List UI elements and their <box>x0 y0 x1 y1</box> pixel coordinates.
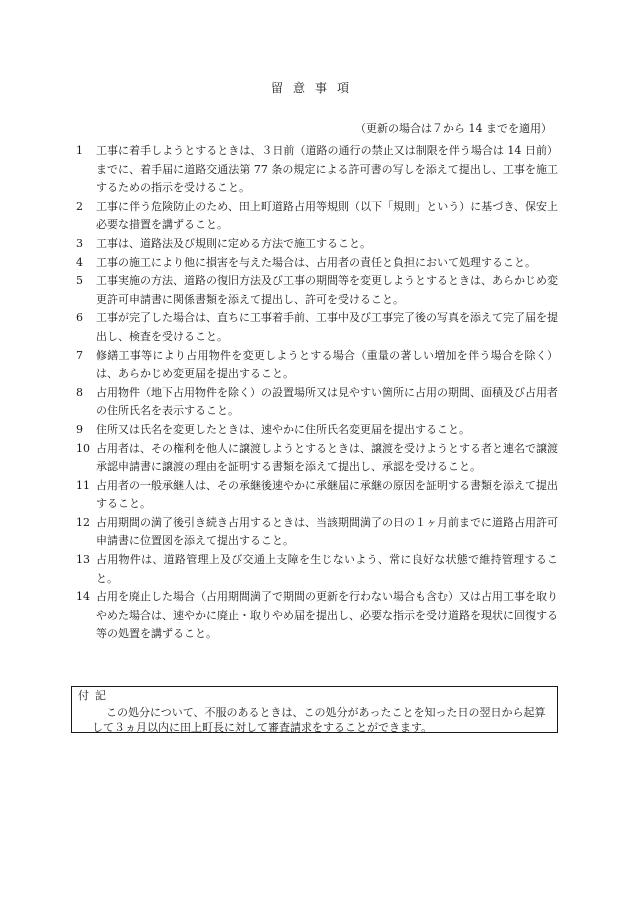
item-number: 1 <box>76 144 83 157</box>
item-text: 工事の施工により他に損害を与えた場合は、占用者の責任と負担において処理すること。 <box>96 255 536 269</box>
item-text: 占用物件は、道路管理上及び交通上支障を生じないよう、常に良好な状態で維持管理すること。 <box>96 553 558 585</box>
list-item <box>74 551 558 588</box>
item-number: 13 <box>76 553 90 567</box>
item-number: 10 <box>76 441 90 455</box>
item-number: 12 <box>76 515 90 529</box>
list-item <box>74 514 558 551</box>
list-item <box>74 588 558 644</box>
item-text: 工事は、道路法及び規則に定める方法で施工すること。 <box>96 236 371 250</box>
renewal-note: （更新の場合は７から 14 までを適用） <box>355 122 552 135</box>
list-item <box>74 235 558 254</box>
item-text: 工事に着手しようとするときは、３日前（道路の通行の禁止又は制限を伴う場合は 14 日前）までに、着手届に道路交通法第 77 条の規定による許可書の写しを添えて提出し、工事を施工するための指示を受けること。 <box>96 144 558 195</box>
item-number: 14 <box>76 590 90 604</box>
item-number: 6 <box>76 311 83 325</box>
page-title: 留意事項 <box>270 81 359 95</box>
item-number: 7 <box>76 348 83 362</box>
appendix-box <box>71 686 558 733</box>
item-number: 9 <box>76 422 83 436</box>
list-item <box>74 384 558 421</box>
item-number: 4 <box>76 255 83 269</box>
appendix-text: この処分について、不服のあるときは、この処分があったことを知った日の翌日から起算して３ヵ月以内に田上町長に対して審査請求をすることができます。 <box>92 705 546 734</box>
list-item <box>74 347 558 384</box>
list-item <box>74 198 558 235</box>
item-number: 2 <box>76 199 83 213</box>
list-item <box>74 421 558 440</box>
item-text: 占用物件（地下占用物件を除く）の設置場所又は見やすい箇所に占用の期間、面積及び占用者の住所氏名を表示すること。 <box>96 385 558 418</box>
item-number: 3 <box>76 236 83 250</box>
items-list <box>74 142 558 644</box>
list-item <box>74 309 558 346</box>
item-text: 修繕工事等により占用物件を変更しようとする場合（重量の著しい増加を伴う場合を除く）は、あらかじめ変更届を提出すること。 <box>96 348 558 381</box>
item-number: 5 <box>76 274 83 288</box>
item-text: 占用期間の満了後引き続き占用するときは、当該期間満了の日の１ヶ月前までに道路占用許可申請書に位置図を添えて提出すること。 <box>96 515 558 548</box>
item-text: 工事が完了した場合は、直ちに工事着手前、工事中及び工事完了後の写真を添えて完了届を提出し、検査を受けること。 <box>96 311 558 343</box>
item-text: 工事に伴う危険防止のため、田上町道路占用等規則（以下「規則」という）に基づき、保安上必要な措置を講ずること。 <box>96 199 558 232</box>
list-item <box>74 142 558 198</box>
list-item <box>74 254 558 273</box>
item-text: 工事実施の方法、道路の復旧方法及び工事の期間等を変更しようとするときは、あらかじめ変更許可申請書に関係書類を添えて提出し、許可を受けること。 <box>96 274 558 306</box>
item-number: 8 <box>76 385 83 399</box>
list-item <box>74 440 558 477</box>
appendix-heading: 付記 <box>78 689 112 702</box>
item-text: 住所又は氏名を変更したときは、速やかに住所氏名変更届を提出すること。 <box>96 422 470 436</box>
list-item <box>74 272 558 309</box>
item-text: 占用者の一般承継人は、その承継後速やかに承継届に承継の原因を証明する書類を添えて提出すること。 <box>96 478 558 511</box>
item-number: 11 <box>76 478 90 492</box>
item-text: 占用を廃止した場合（占用期間満了で期間の更新を行わない場合も含む）又は占用工事を取りやめた場合は、速やかに廃止・取りやめ届を提出し、必要な指示を受け道路を現状に回復する等の処置を講ずること。 <box>96 590 558 641</box>
list-item <box>74 477 558 514</box>
item-text: 占用者は、その権利を他人に譲渡しようとするときは、譲渡を受けようとする者と連名で譲渡承認申請書に譲渡の理由を証明する書類を添えて提出し、承認を受けること。 <box>96 441 558 474</box>
